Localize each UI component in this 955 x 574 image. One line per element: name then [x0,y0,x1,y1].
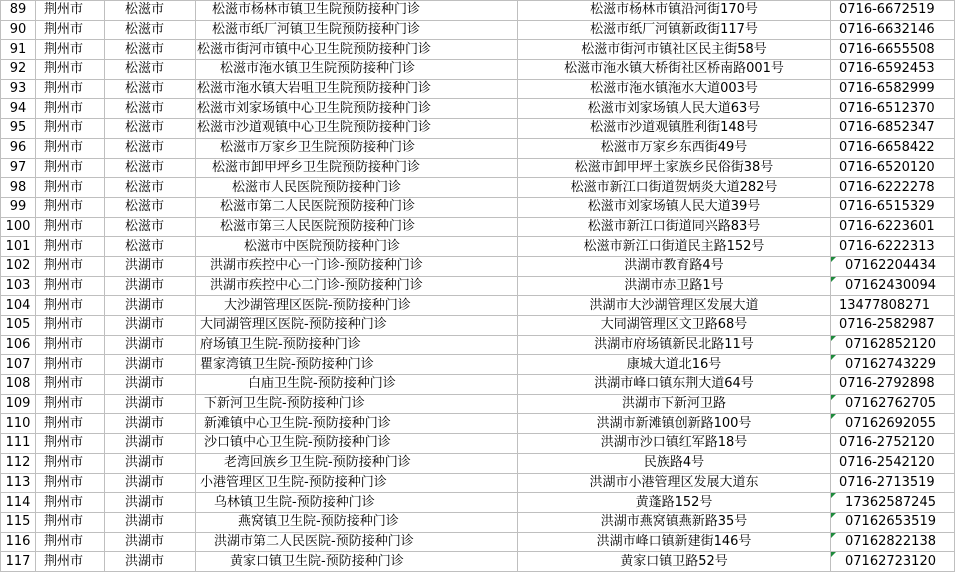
table-row [1,1,955,21]
city-cell: 荆州市 [36,79,105,99]
address-cell: 松滋市刘家场镇人民大道39号 [518,197,831,217]
table-row [1,316,955,336]
table-row [1,355,955,375]
county-cell: 洪湖市 [105,493,196,513]
address-cell: 松滋市沙道观镇胜利街148号 [518,119,831,139]
address-cell: 洪湖市峰口镇东荆大道64号 [518,375,831,395]
row-number: 111 [1,434,36,454]
row-number: 105 [1,316,36,336]
clinic-name-cell: 沙口镇中心卫生院-预防接种门诊 [196,434,518,454]
row-number: 93 [1,79,36,99]
row-number: 100 [1,217,36,237]
city-cell: 荆州市 [36,138,105,158]
row-number: 106 [1,335,36,355]
clinic-name-cell: 新滩镇中心卫生院-预防接种门诊 [196,414,518,434]
phone-cell: 0716-6658422 [831,138,955,158]
row-number: 102 [1,256,36,276]
city-cell: 荆州市 [36,99,105,119]
table-row [1,296,955,316]
clinic-name-cell: 松滋市万家乡卫生院预防接种门诊 [196,138,518,158]
table-row [1,256,955,276]
table-row [1,119,955,139]
error-indicator-icon [831,355,836,360]
county-cell: 松滋市 [105,217,196,237]
city-cell: 荆州市 [36,512,105,532]
county-cell: 洪湖市 [105,296,196,316]
county-cell: 松滋市 [105,119,196,139]
city-cell: 荆州市 [36,473,105,493]
county-cell: 洪湖市 [105,276,196,296]
county-cell: 松滋市 [105,197,196,217]
city-cell: 荆州市 [36,414,105,434]
error-indicator-icon [831,336,836,341]
phone-cell: 07162762705 [831,394,955,414]
city-cell: 荆州市 [36,296,105,316]
phone-cell: 0716-6582999 [831,79,955,99]
phone-cell: 0716-2792898 [831,375,955,395]
clinic-name-cell: 松滋市纸厂河镇卫生院预防接种门诊 [196,20,518,40]
table-row [1,99,955,119]
clinic-name-cell: 老湾回族乡卫生院-预防接种门诊 [196,453,518,473]
row-number: 103 [1,276,36,296]
clinic-name-cell: 大沙湖管理区医院-预防接种门诊 [196,296,518,316]
phone-cell: 0716-6592453 [831,60,955,80]
city-cell: 荆州市 [36,453,105,473]
row-number: 89 [1,1,36,21]
county-cell: 洪湖市 [105,512,196,532]
clinic-name-cell: 松滋市卸甲坪乡卫生院预防接种门诊 [196,158,518,178]
address-cell: 松滋市卸甲坪土家族乡民俗街38号 [518,158,831,178]
county-cell: 松滋市 [105,178,196,198]
city-cell: 荆州市 [36,532,105,552]
row-number: 91 [1,40,36,60]
table-row [1,453,955,473]
city-cell: 荆州市 [36,40,105,60]
county-cell: 松滋市 [105,1,196,21]
county-cell: 洪湖市 [105,453,196,473]
address-cell: 洪湖市下新河卫路 [518,394,831,414]
error-indicator-icon [831,533,836,538]
clinic-name-cell: 白庙卫生院-预防接种门诊 [196,375,518,395]
city-cell: 荆州市 [36,493,105,513]
county-cell: 洪湖市 [105,316,196,336]
clinic-name-cell: 小港管理区卫生院-预防接种门诊 [196,473,518,493]
city-cell: 荆州市 [36,1,105,21]
table-row [1,512,955,532]
city-cell: 荆州市 [36,552,105,572]
county-cell: 松滋市 [105,79,196,99]
table-row [1,394,955,414]
error-indicator-icon [831,513,836,518]
clinic-name-cell: 乌林镇卫生院-预防接种门诊 [196,493,518,513]
error-indicator-icon [831,493,836,498]
clinic-name-cell: 松滋市沙道观镇中心卫生院预防接种门诊 [196,119,518,139]
row-number: 104 [1,296,36,316]
table-row [1,335,955,355]
city-cell: 荆州市 [36,197,105,217]
phone-cell: 0716-6515329 [831,197,955,217]
address-cell: 大同湖管理区文卫路68号 [518,316,831,336]
phone-cell: 07162653519 [831,512,955,532]
clinic-name-cell: 松滋市沲水镇大岩咀卫生院预防接种门诊 [196,79,518,99]
county-cell: 洪湖市 [105,355,196,375]
county-cell: 松滋市 [105,158,196,178]
clinic-name-cell: 黄家口镇卫生院-预防接种门诊 [196,552,518,572]
city-cell: 荆州市 [36,316,105,336]
city-cell: 荆州市 [36,434,105,454]
error-indicator-icon [831,395,836,400]
clinic-name-cell: 松滋市第二人民医院预防接种门诊 [196,197,518,217]
city-cell: 荆州市 [36,119,105,139]
address-cell: 松滋市街河市镇社区民主街58号 [518,40,831,60]
table-row [1,79,955,99]
clinic-name-cell: 松滋市中医院预防接种门诊 [196,237,518,257]
table-body [1,1,955,572]
county-cell: 洪湖市 [105,434,196,454]
table-row [1,532,955,552]
table-row [1,178,955,198]
row-number: 94 [1,99,36,119]
row-number: 96 [1,138,36,158]
row-number: 109 [1,394,36,414]
table-row [1,375,955,395]
table-row [1,60,955,80]
row-number: 97 [1,158,36,178]
table-row [1,158,955,178]
error-indicator-icon [831,277,836,282]
address-cell: 康城大道北16号 [518,355,831,375]
phone-cell: 0716-6222278 [831,178,955,198]
row-number: 101 [1,237,36,257]
error-indicator-icon [831,414,836,419]
table-row [1,40,955,60]
city-cell: 荆州市 [36,276,105,296]
clinic-name-cell: 瞿家湾镇卫生院-预防接种门诊 [196,355,518,375]
address-cell: 洪湖市小港管理区发展大道东 [518,473,831,493]
clinic-name-cell: 洪湖市第二人民医院-预防接种门诊 [196,532,518,552]
clinic-name-cell: 松滋市第三人民医院预防接种门诊 [196,217,518,237]
clinic-name-cell: 松滋市街河市镇中心卫生院预防接种门诊 [196,40,518,60]
address-cell: 松滋市新江口街道贺炳炎大道282号 [518,178,831,198]
county-cell: 洪湖市 [105,473,196,493]
phone-cell: 0716-6222313 [831,237,955,257]
address-cell: 松滋市新江口街道同兴路83号 [518,217,831,237]
clinic-name-cell: 洪湖市疾控中心一门诊-预防接种门诊 [196,256,518,276]
clinic-name-cell: 下新河卫生院-预防接种门诊 [196,394,518,414]
county-cell: 松滋市 [105,138,196,158]
phone-cell: 07162204434 [831,256,955,276]
county-cell: 洪湖市 [105,335,196,355]
city-cell: 荆州市 [36,355,105,375]
address-cell: 黄家口镇卫路52号 [518,552,831,572]
city-cell: 荆州市 [36,394,105,414]
clinic-name-cell: 松滋市人民医院预防接种门诊 [196,178,518,198]
phone-cell: 0716-2542120 [831,453,955,473]
table-row [1,414,955,434]
table-row [1,217,955,237]
county-cell: 洪湖市 [105,375,196,395]
address-cell: 松滋市沲水镇大桥街社区桥南路001号 [518,60,831,80]
row-number: 115 [1,512,36,532]
city-cell: 荆州市 [36,256,105,276]
address-cell: 黄蓬路152号 [518,493,831,513]
city-cell: 荆州市 [36,158,105,178]
address-cell: 洪湖市峰口镇新建街146号 [518,532,831,552]
address-cell: 松滋市沲水镇沲水大道003号 [518,79,831,99]
phone-cell: 13477808271 [831,296,955,316]
table-row [1,552,955,572]
county-cell: 松滋市 [105,60,196,80]
phone-cell: 07162822138 [831,532,955,552]
row-number: 116 [1,532,36,552]
county-cell: 洪湖市 [105,394,196,414]
address-cell: 洪湖市燕窝镇燕新路35号 [518,512,831,532]
table-row [1,276,955,296]
phone-cell: 0716-6512370 [831,99,955,119]
city-cell: 荆州市 [36,217,105,237]
table-row [1,434,955,454]
row-number: 117 [1,552,36,572]
phone-cell: 0716-6632146 [831,20,955,40]
clinic-name-cell: 松滋市沲水镇卫生院预防接种门诊 [196,60,518,80]
address-cell: 洪湖市府场镇新民北路11号 [518,335,831,355]
phone-cell: 0716-2582987 [831,316,955,336]
phone-cell: 07162852120 [831,335,955,355]
address-cell: 洪湖市新滩镇创新路100号 [518,414,831,434]
clinic-name-cell: 洪湖市疾控中心二门诊-预防接种门诊 [196,276,518,296]
clinic-name-cell: 府场镇卫生院-预防接种门诊 [196,335,518,355]
clinic-name-cell: 燕窝镇卫生院-预防接种门诊 [196,512,518,532]
row-number: 107 [1,355,36,375]
clinic-name-cell: 大同湖管理区医院-预防接种门诊 [196,316,518,336]
address-cell: 洪湖市沙口镇红军路18号 [518,434,831,454]
error-indicator-icon [831,552,836,557]
row-number: 112 [1,453,36,473]
county-cell: 松滋市 [105,40,196,60]
row-number: 110 [1,414,36,434]
county-cell: 松滋市 [105,20,196,40]
county-cell: 松滋市 [105,237,196,257]
table-row [1,237,955,257]
phone-cell: 07162430094 [831,276,955,296]
address-cell: 松滋市新江口街道民主路152号 [518,237,831,257]
address-cell: 松滋市杨林市镇沿河街170号 [518,1,831,21]
city-cell: 荆州市 [36,237,105,257]
table-row [1,493,955,513]
phone-cell: 07162692055 [831,414,955,434]
city-cell: 荆州市 [36,375,105,395]
clinic-name-cell: 松滋市刘家场镇中心卫生院预防接种门诊 [196,99,518,119]
county-cell: 洪湖市 [105,256,196,276]
error-indicator-icon [831,257,836,262]
phone-cell: 0716-6852347 [831,119,955,139]
phone-cell: 17362587245 [831,493,955,513]
row-number: 99 [1,197,36,217]
city-cell: 荆州市 [36,60,105,80]
county-cell: 洪湖市 [105,532,196,552]
row-number: 95 [1,119,36,139]
address-cell: 民族路4号 [518,453,831,473]
county-cell: 洪湖市 [105,552,196,572]
address-cell: 松滋市纸厂河镇新政街117号 [518,20,831,40]
county-cell: 洪湖市 [105,414,196,434]
row-number: 108 [1,375,36,395]
row-number: 113 [1,473,36,493]
city-cell: 荆州市 [36,20,105,40]
phone-cell: 0716-6520120 [831,158,955,178]
address-cell: 洪湖市教育路4号 [518,256,831,276]
phone-cell: 0716-2713519 [831,473,955,493]
address-cell: 洪湖市赤卫路1号 [518,276,831,296]
table-row [1,20,955,40]
clinic-name-cell: 松滋市杨林市镇卫生院预防接种门诊 [196,1,518,21]
phone-cell: 0716-2752120 [831,434,955,454]
phone-cell: 0716-6655508 [831,40,955,60]
phone-cell: 07162723120 [831,552,955,572]
row-number: 90 [1,20,36,40]
city-cell: 荆州市 [36,178,105,198]
row-number: 98 [1,178,36,198]
row-number: 92 [1,60,36,80]
table-row [1,473,955,493]
address-cell: 松滋市万家乡东西街49号 [518,138,831,158]
county-cell: 松滋市 [105,99,196,119]
table-row [1,138,955,158]
phone-cell: 0716-6223601 [831,217,955,237]
phone-cell: 0716-6672519 [831,1,955,21]
city-cell: 荆州市 [36,335,105,355]
table-row [1,197,955,217]
address-cell: 洪湖市大沙湖管理区发展大道 [518,296,831,316]
row-number: 114 [1,493,36,513]
phone-cell: 07162743229 [831,355,955,375]
address-cell: 松滋市刘家场镇人民大道63号 [518,99,831,119]
